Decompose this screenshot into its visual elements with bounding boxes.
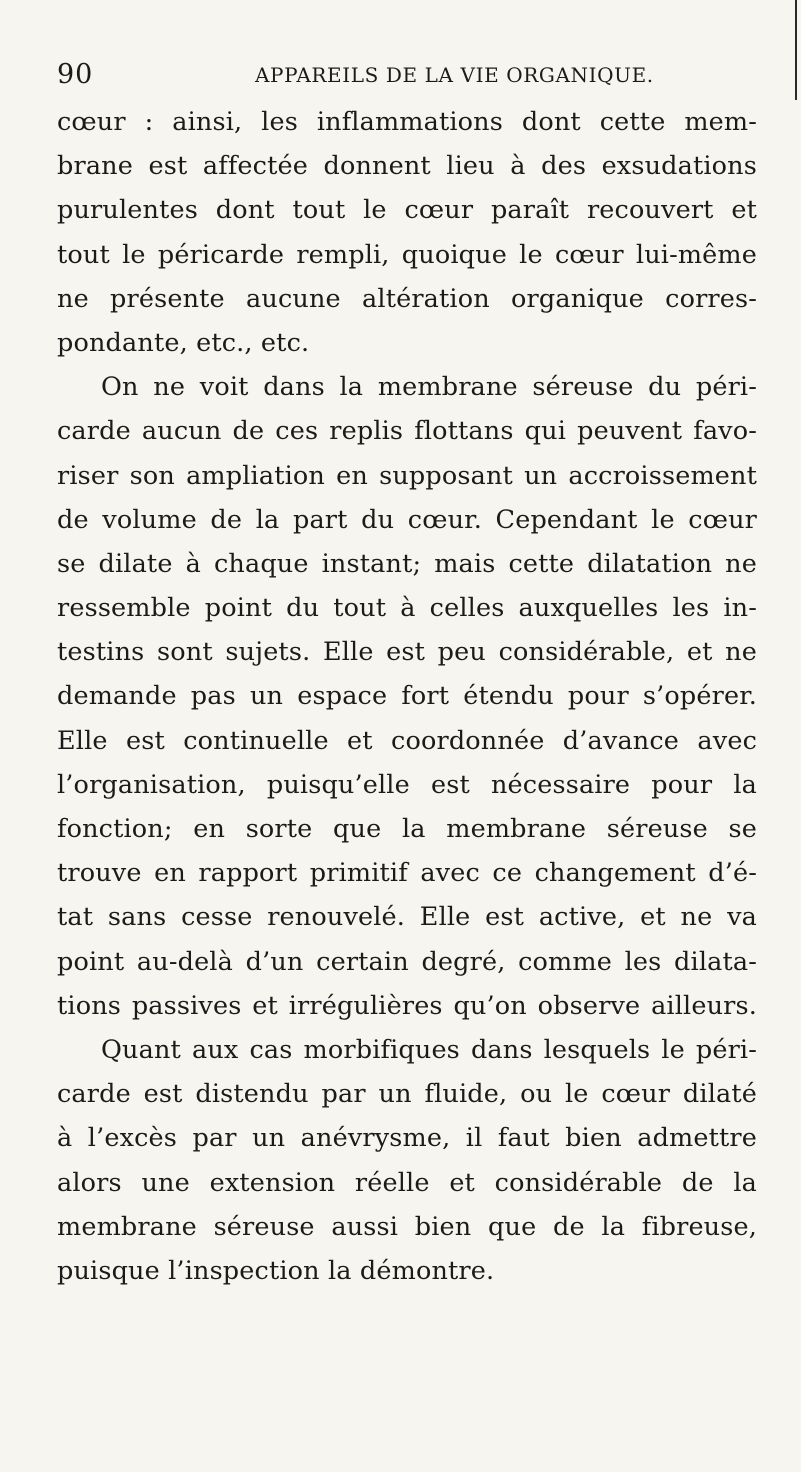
text-line: trouve en rapport primitif avec ce changement d’é- — [57, 858, 757, 889]
text-line: On ne voit dans la membrane séreuse du péri- — [101, 372, 757, 403]
text-line: Elle est continuelle et coordonnée d’avance avec — [57, 725, 757, 756]
text-line: à l’excès par un anévrysme, il faut bien admettre — [57, 1123, 757, 1154]
text-line: purulentes dont tout le cœur paraît recouvert et — [57, 195, 757, 226]
text-line: alors une extension réelle et considérable de la — [57, 1167, 757, 1198]
text-line: Quant aux cas morbifiques dans lesquels le péri- — [101, 1034, 757, 1065]
text-line: l’organisation, puisqu’elle est nécessaire pour la — [57, 769, 757, 800]
text-line: ressemble point du tout à celles auxquelles les in- — [57, 593, 757, 624]
text-line: se dilate à chaque instant; mais cette dilatation ne — [57, 548, 757, 579]
text-line: riser son ampliation en supposant un accroissement — [57, 460, 757, 491]
page-edge-line — [795, 0, 797, 100]
text-line: cœur : ainsi, les inflammations dont cette mem- — [57, 107, 757, 137]
text-line: carde est distendu par un fluide, ou le cœur dilaté — [57, 1079, 757, 1110]
text-line: ne présente aucune altération organique corres- — [57, 283, 757, 314]
text-line: tions passives et irrégulières qu’on observe ailleurs. — [57, 990, 757, 1021]
body-text — [57, 100, 757, 1293]
text-line: membrane séreuse aussi bien que de la fibreuse, — [57, 1211, 757, 1242]
text-line: de volume de la part du cœur. Cependant le cœur — [57, 504, 757, 535]
text-line: pondante, etc., etc. — [57, 327, 310, 358]
page-header — [57, 58, 757, 98]
text-line: demande pas un espace fort étendu pour s’opérer. — [57, 681, 757, 712]
text-line: point au-delà d’un certain degré, comme les dilata- — [57, 946, 757, 977]
running-head: APPAREILS DE LA VIE ORGANIQUE. — [255, 63, 654, 87]
text-line: brane est affectée donnent lieu à des exsudations — [57, 151, 757, 182]
text-line: carde aucun de ces replis flottans qui peuvent favo- — [57, 416, 757, 447]
text-line: fonction; en sorte que la membrane séreuse se — [57, 814, 757, 844]
text-line: testins sont sujets. Elle est peu considérable, et ne — [57, 637, 757, 668]
text-line: tat sans cesse renouvelé. Elle est active, et ne va — [57, 902, 757, 933]
text-line: puisque l’inspection la démontre. — [57, 1255, 495, 1286]
page-number: 90 — [57, 59, 94, 90]
text-line: tout le péricarde rempli, quoique le cœur lui-même — [57, 239, 757, 270]
